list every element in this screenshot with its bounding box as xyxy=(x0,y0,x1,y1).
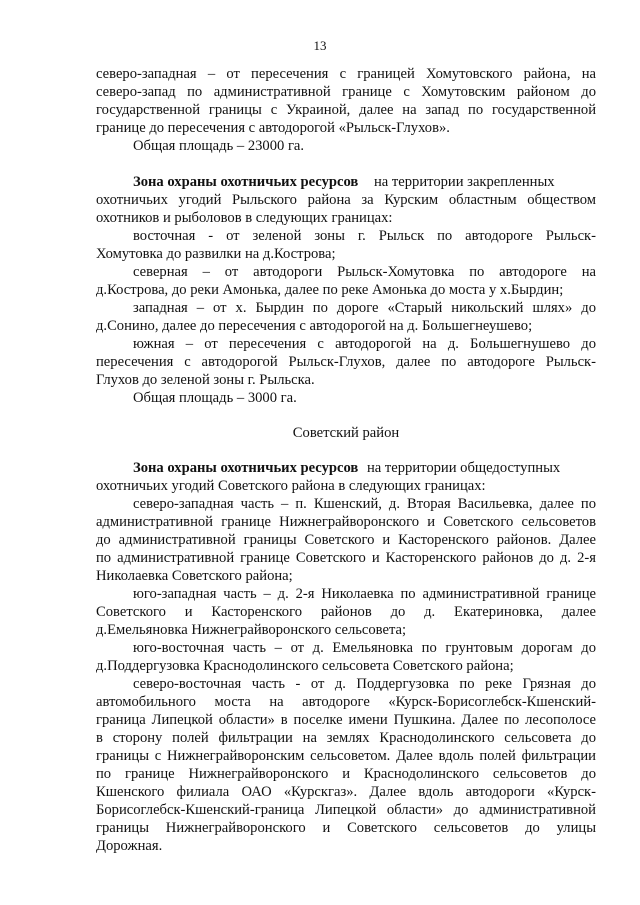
text-line: д.Сонино, далее до пересечения с автодорогой на д. Большегнеушево; xyxy=(96,318,533,334)
text-line: охотничьих угодий Советского района в следующих границах: xyxy=(96,478,486,494)
section-heading: Советский район xyxy=(292,425,400,441)
text-line: по границе Нижнеграйворонского и Краснодолинского сельсоветов до xyxy=(96,766,596,782)
text-line: северо-восточная часть - от д. Поддергузовка по реке Грязная до xyxy=(133,676,596,692)
text-line: автомобильного моста на автодороге «Курск-Борисоглебск-Кшенский- xyxy=(96,694,596,710)
text-line: пересечения с автодорогой Рыльск-Глухов, далее по автодороге Рыльск- xyxy=(96,354,596,370)
text-line: Борисоглебск-Кшенский-граница Липецкой области» до административной xyxy=(96,802,596,818)
text-line: западная – от х. Бырдин по дороге «Старый никольский шлях» до xyxy=(133,300,596,316)
text-line: д.Кострова, до реки Амонька, далее по реке Амонька до моста у х.Бырдин; xyxy=(96,282,564,298)
zone-heading-line xyxy=(133,174,596,191)
text-line: охотников и рыболовов в следующих границах: xyxy=(96,210,393,226)
text-line: Глухов до зеленой зоны г. Рыльска. xyxy=(96,372,315,388)
text-line: государственной границы с Украиной, далее на запад по государственной xyxy=(96,102,596,118)
text-line: Дорожная. xyxy=(96,838,163,854)
text-line: границе до пересечения с автодорогой «Рыльск-Глухов». xyxy=(96,120,450,136)
text-line: северо-западная – от пересечения с границей Хомутовского района, на xyxy=(96,66,596,82)
text-line: Кшенского филиала ОАО «Курскгаз». Далее вдоль автодороги «Курск- xyxy=(96,784,596,800)
zone-heading-line xyxy=(133,460,596,477)
text-line: д.Поддергузовка Краснодолинского сельсовета Советского района; xyxy=(96,658,514,674)
page-number: 13 xyxy=(313,38,327,53)
text-line: Общая площадь – 23000 га. xyxy=(133,138,305,154)
text-line: северная – от автодороги Рыльск-Хомутовка по автодороге на xyxy=(133,264,596,280)
text-line: охотничьих угодий Рыльского района за Курским областным обществом xyxy=(96,192,596,208)
zone-heading-bold: Зона охраны охотничьих ресурсов xyxy=(133,460,359,476)
zone-heading-bold: Зона охраны охотничьих ресурсов xyxy=(133,174,359,190)
text-line: Советского и Касторенского районов до д. Екатериновка, далее xyxy=(96,604,596,620)
text-line: южная – от пересечения с автодорогой на д. Большегнушево до xyxy=(133,336,596,352)
text-line: северо-запад по административной границе с Хомутовским районом до xyxy=(96,84,596,100)
text-line: Хомутовка до развилки на д.Кострова; xyxy=(96,246,336,262)
text-line: восточная - от зеленой зоны г. Рыльск по автодороге Рыльск- xyxy=(133,228,596,244)
text-line: в сторону полей фильтрации на землях Краснодолинского сельсовета до xyxy=(96,730,596,746)
text-line: границы с Нижнеграйворонским сельсоветом. Далее вдоль полей фильтрации xyxy=(96,748,596,764)
text-line: Николаевка Советского района; xyxy=(96,568,293,584)
text-fragment: на территории общедоступных xyxy=(366,460,561,476)
text-line: д.Емельяновка Нижнеграйворонского сельсовета; xyxy=(96,622,407,638)
text-line: по административной границе Советского и Касторенского районов до д. 2-я xyxy=(96,550,596,566)
text-line: граница Липецкой области» в поселке имени Пушкина. Далее по лесополосе xyxy=(96,712,596,728)
text-fragment: на территории закрепленных xyxy=(373,174,555,190)
text-line: Общая площадь – 3000 га. xyxy=(133,390,297,406)
text-line: юго-восточная часть – от д. Емельяновка по грунтовым дорогам до xyxy=(133,640,596,656)
text-line: северо-западная часть – п. Кшенский, д. Вторая Васильевка, далее по xyxy=(133,496,596,512)
text-line: до административной границы Советского и Касторенского районов. Далее xyxy=(96,532,596,548)
text-line: административной границе Нижнеграйворонского и Советского сельсоветов xyxy=(96,514,596,530)
text-line: границы Нижнеграйворонского и Советского сельсоветов до улицы xyxy=(96,820,596,836)
text-line: юго-западная часть – д. 2-я Николаевка по административной границе xyxy=(133,586,596,602)
